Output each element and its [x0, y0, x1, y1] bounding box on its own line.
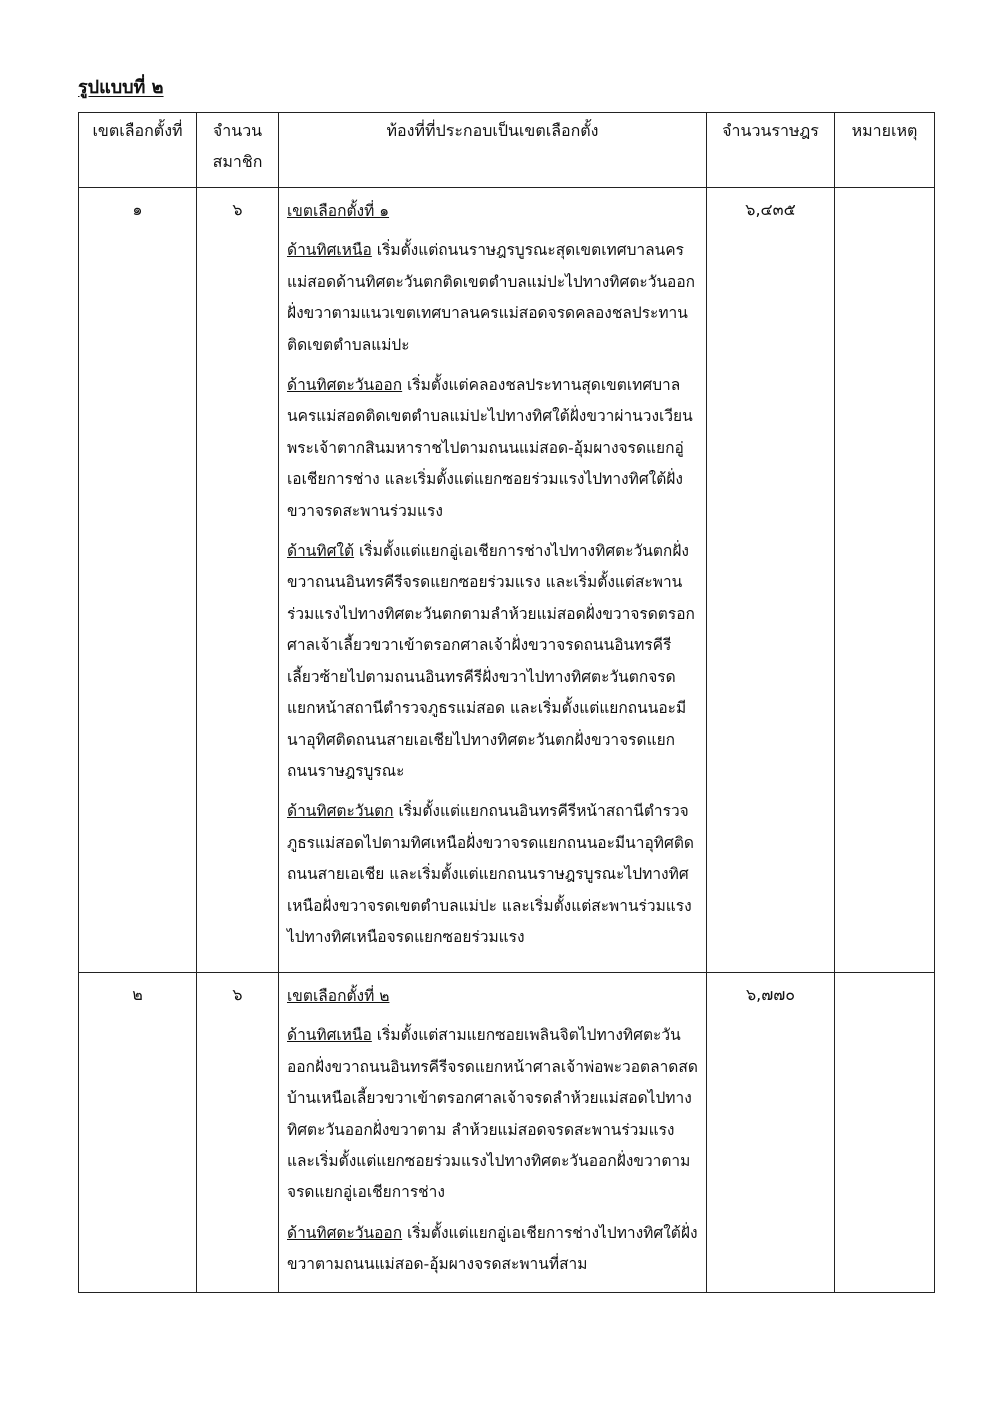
header-population: จำนวนราษฎร [707, 113, 835, 188]
area-description [279, 973, 707, 1293]
boundary-text: เริ่มตั้งแต่แยกถนนอินทรคีรีหน้าสถานีตำรวจภูธรแม่สอดไปตามทิศเหนือฝั่งขวาจรดแยกถนนอะมีนาอุทิศติดถนนสายเอเชีย และเริ่มตั้งแต่แยกถนนราษฎรบูรณะไปทางทิศเหนือฝั่งขวาจรดเขตตำบลแม่ปะ และเริ่มตั้งแต่สะพานร่วมแรงไปทางทิศเหนือจรดแยกซอยร่วมแรง [287, 802, 694, 946]
note-cell [835, 973, 935, 1293]
district-heading: เขตเลือกตั้งที่ ๒ [287, 987, 390, 1005]
form-title: รูปแบบที่ ๒ [78, 77, 164, 98]
boundary-north [287, 235, 698, 361]
header-note: หมายเหตุ [835, 113, 935, 188]
district-number: ๑ [79, 188, 197, 973]
direction-label: ด้านทิศเหนือ [287, 241, 372, 260]
boundary-north [287, 1020, 698, 1208]
population-count: ๖,๔๓๕ [707, 188, 835, 973]
boundary-west [287, 796, 698, 953]
boundary-south [287, 536, 698, 787]
district-table [78, 112, 935, 1293]
table-row [79, 973, 935, 1293]
boundary-text: เริ่มตั้งแต่คลองชลประทานสุดเขตเทศบาลนครแม่สอดติดเขตตำบลแม่ปะไปทางทิศใต้ฝั่งขวาผ่านวงเวียนพระเจ้าตากสินมหาราชไปตามถนนแม่สอด-อุ้มผางจรดแยกอู่เอเชียการช่าง และเริ่มตั้งแต่แยกซอยร่วมแรงไปทางทิศใต้ฝั่งขวาจรดสะพานร่วมแรง [287, 376, 693, 520]
district-heading: เขตเลือกตั้งที่ ๑ [287, 202, 390, 220]
direction-label: ด้านทิศตะวันออก [287, 376, 403, 395]
direction-label: ด้านทิศตะวันตก [287, 802, 394, 821]
district-number: ๒ [79, 973, 197, 1293]
member-count: ๖ [197, 188, 279, 973]
population-count: ๖,๗๗๐ [707, 973, 835, 1293]
header-members: จำนวนสมาชิก [197, 113, 279, 188]
note-cell [835, 188, 935, 973]
direction-label: ด้านทิศใต้ [287, 542, 355, 561]
member-count: ๖ [197, 973, 279, 1293]
boundary-text: เริ่มตั้งแต่ถนนราษฎรบูรณะสุดเขตเทศบาลนครแม่สอดด้านทิศตะวันตกติดเขตตำบลแม่ปะไปทางทิศตะวันออกฝั่งขวาตามแนวเขตเทศบาลนครแม่สอดจรดคลองชลประทานติดเขตตำบลแม่ปะ [287, 241, 696, 354]
boundary-east [287, 370, 698, 527]
boundary-text: เริ่มตั้งแต่แยกอู่เอเชียการช่างไปทางทิศใต้ฝั่งขวาตามถนนแม่สอด-อุ้มผางจรดสะพานที่สาม [287, 1223, 698, 1274]
boundary-text: เริ่มตั้งแต่สามแยกซอยเพลินจิตไปทางทิศตะวันออกฝั่งขวาถนนอินทรคีรีจรดแยกหน้าศาลเจ้าพ่อพะวอตลาดสดบ้านเหนือเลี้ยวขวาเข้าตรอกศาลเจ้าจรดลำห้วยแม่สอดไปทางทิศตะวันออกฝั่งขวาตาม ลำห้วยแม่สอดจรดสะพานร่วมแรง และเริ่มตั้งแต่แยกซอยร่วมแรงไปทางทิศตะวันออกฝั่งขวาตามจรดแยกอู่เอเชียการช่าง [287, 1026, 698, 1202]
boundary-east [287, 1218, 698, 1281]
direction-label: ด้านทิศเหนือ [287, 1026, 372, 1045]
boundary-text: เริ่มตั้งแต่แยกอู่เอเชียการช่างไปทางทิศตะวันตกฝั่งขวาถนนอินทรคีรีจรดแยกซอยร่วมแรง และเริ่มตั้งแต่สะพานร่วมแรงไปทางทิศตะวันตกตามลำห้วยแม่สอดฝั่งขวาจรดตรอกศาลเจ้าเลี้ยวขวาเข้าตรอกศาลเจ้าฝั่งขวาจรดถนนอินทรคีรีเลี้ยวซ้ายไปตามถนนอินทรคีรีฝั่งขวาไปทางทิศตะวันตกจรดแยกหน้าสถานีตำรวจภูธรแม่สอด และเริ่มตั้งแต่แยกถนนอะมีนาอุทิศติดถนนสายเอเชียไปทางทิศตะวันตกฝั่งขวาจรดแยกถนนราษฎรบูรณะ [287, 542, 695, 780]
area-description [279, 188, 707, 973]
table-row [79, 188, 935, 973]
direction-label: ด้านทิศตะวันออก [287, 1223, 403, 1242]
header-area: ท้องที่ที่ประกอบเป็นเขตเลือกตั้ง [279, 113, 707, 188]
header-district: เขตเลือกตั้งที่ [79, 113, 197, 188]
table-header-row [79, 113, 935, 188]
